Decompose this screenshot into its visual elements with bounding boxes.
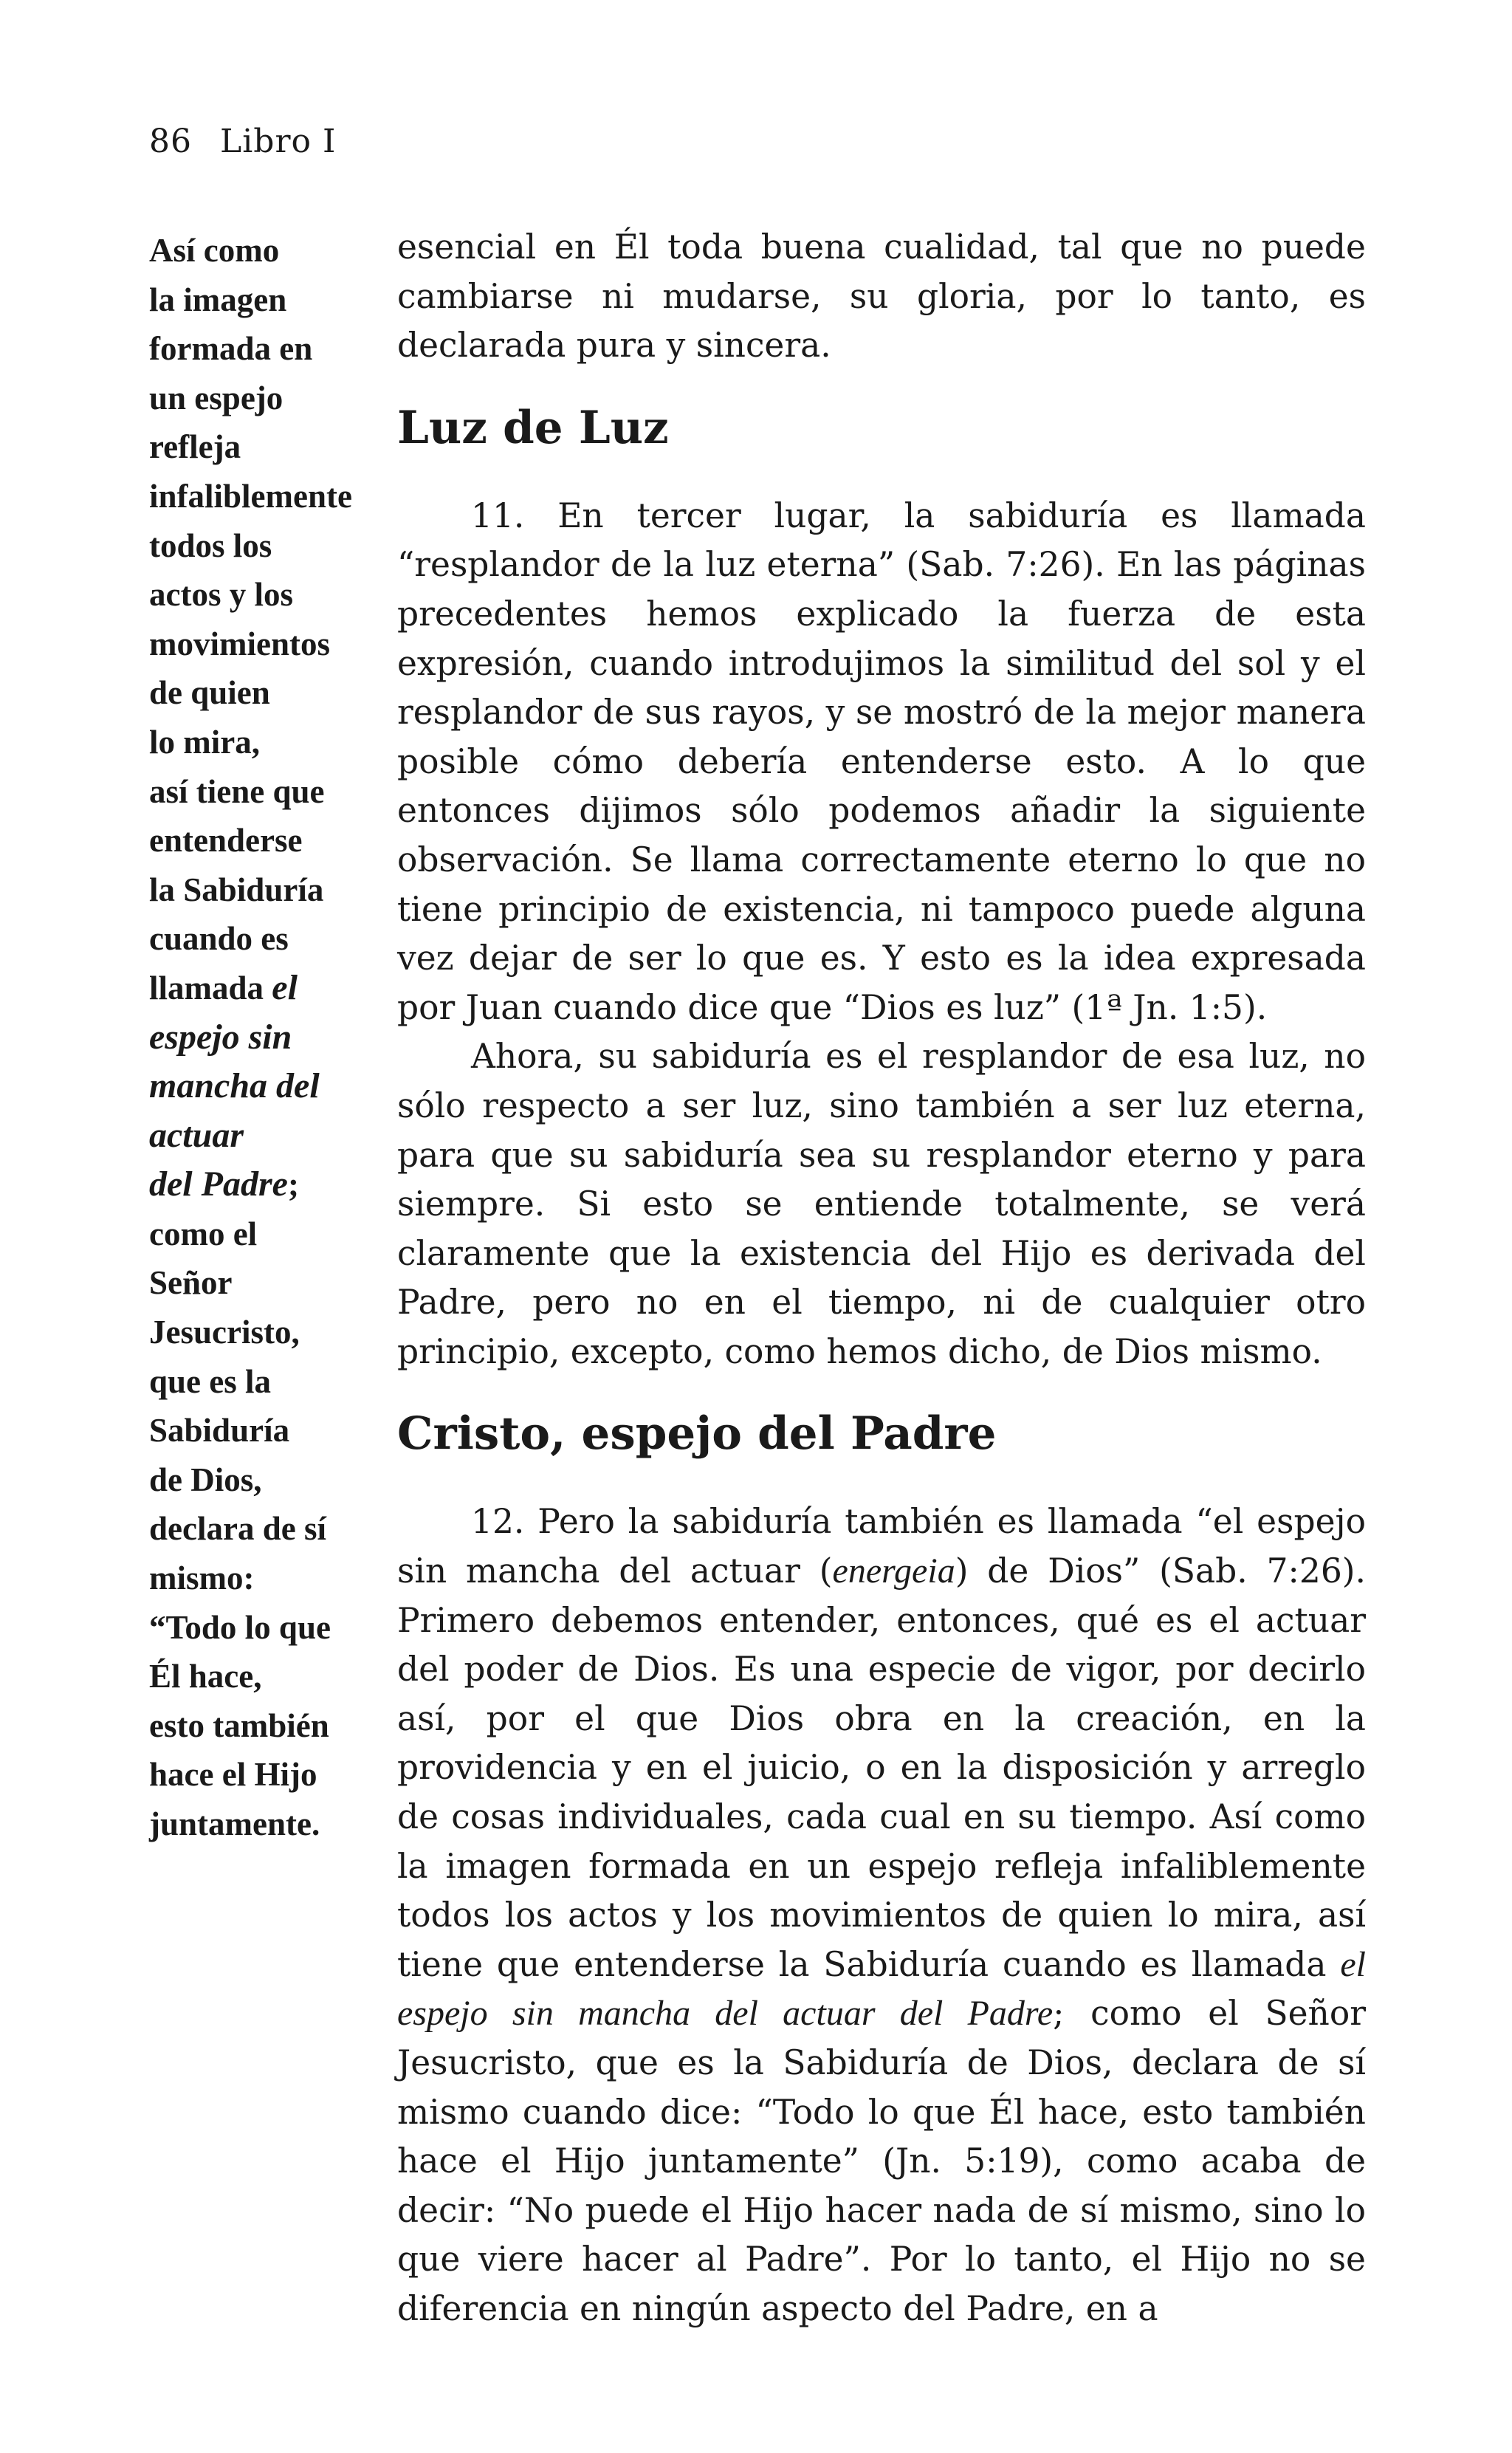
p12-italic-energeia: energeia <box>832 1551 955 1591</box>
margin-note-italic: del Padre <box>149 1164 288 1204</box>
margin-note-text: lo mira, <box>149 723 260 761</box>
margin-note-line <box>149 1357 371 1407</box>
margin-note-line <box>149 914 371 964</box>
margin-note-text: ; <box>287 1166 299 1204</box>
margin-note-text: esto también <box>149 1706 329 1744</box>
margin-note-line <box>149 718 371 767</box>
margin-note-italic: mancha del <box>149 1066 320 1106</box>
margin-note-line <box>149 275 371 325</box>
margin-note-line <box>149 1013 371 1063</box>
margin-note-text: Así como <box>149 232 280 269</box>
margin-note-text: infaliblemente <box>149 477 352 515</box>
margin-note-line <box>149 324 371 374</box>
margin-note-line <box>149 1504 371 1554</box>
margin-note-text: un espejo <box>149 379 284 416</box>
margin-note-line <box>149 226 371 275</box>
margin-note-text: formada en <box>149 330 313 368</box>
margin-note-text: entenderse <box>149 822 303 860</box>
margin-note-line <box>149 1455 371 1505</box>
main-text <box>397 223 1366 2334</box>
margin-note-text: como el <box>149 1215 258 1252</box>
margin-note-line <box>149 521 371 571</box>
margin-note-italic: espejo sin <box>149 1017 292 1057</box>
margin-note-line <box>149 1652 371 1701</box>
margin-note-line <box>149 1308 371 1357</box>
margin-note-line <box>149 1111 371 1161</box>
margin-note-line <box>149 422 371 472</box>
margin-note-line <box>149 620 371 669</box>
margin-note-text: de Dios, <box>149 1461 262 1498</box>
margin-note-text: mismo: <box>149 1560 255 1597</box>
margin-note-line <box>149 1062 371 1111</box>
page-number: 86 <box>149 123 192 160</box>
margin-note-line <box>149 1554 371 1603</box>
margin-note-text: así tiene que <box>149 772 325 810</box>
margin-note-text: “Todo lo que <box>149 1608 331 1646</box>
margin-note-text: juntamente. <box>149 1805 320 1842</box>
margin-note-text: movimientos <box>149 625 330 662</box>
margin-note-text: la imagen <box>149 281 287 318</box>
margin-note-line <box>149 1210 371 1259</box>
p12-italic-espejo: el espejo sin mancha del actuar del Padre <box>397 1944 1366 2034</box>
margin-note-line <box>149 1160 371 1210</box>
margin-note-line <box>149 816 371 865</box>
margin-note-line <box>149 570 371 620</box>
book-title: Libro I <box>220 123 337 160</box>
margin-note-line <box>149 374 371 423</box>
margin-note-text: la Sabiduría <box>149 871 324 908</box>
margin-note-line <box>149 1258 371 1308</box>
margin-note-text: Sabiduría <box>149 1412 290 1450</box>
margin-note-text: refleja <box>149 428 241 466</box>
margin-note-text: cuando es <box>149 920 289 958</box>
margin-note-text: Jesucristo, <box>149 1314 300 1351</box>
section-heading-luz: Luz de Luz <box>397 401 669 454</box>
section-heading-cristo: Cristo, espejo del Padre <box>397 1407 997 1461</box>
p12-text-1: 12. Pero la sabiduría también es llamada “el espejo sin mancha del actuar ( <box>397 1502 1366 1591</box>
margin-note-line <box>149 472 371 521</box>
margin-note-line <box>149 865 371 915</box>
margin-note-italic: el <box>272 967 298 1007</box>
p12-text-3: ; como el Señor Jesucristo, que es la Sabiduría de Dios, declara de sí mismo cuando dice: “Todo lo que Él hace, esto también hace el Hijo juntamente” (Jn. 5:19), como acaba de decir: “No puede el Hijo hacer nada de sí mismo, sino lo que viere hacer al Padre”. Por lo tanto, el Hijo no se diferencia en ningún aspecto del Padre, en a <box>397 1994 1366 2328</box>
p12-text-2: ) de Dios” (Sab. 7:26). Primero debemos entender, entonces, qué es el actuar del poder de Dios. Es una especie de vigor, por decirlo así, por el que Dios obra en la creación, en la providencia y en el juicio, o en la disposición y arreglo de cosas individuales, cada cual en su tiempo. Así como la imagen formada en un espejo refleja infaliblemente todos los actos y los movimientos de quien lo mira, así tiene que entenderse la Sabiduría cuando es llamada <box>397 1551 1366 1984</box>
margin-note-line <box>149 1750 371 1800</box>
margin-note-text: Él hace, <box>149 1658 262 1695</box>
paragraph-12 <box>397 1497 1366 2333</box>
margin-note-text: declara de sí <box>149 1510 326 1548</box>
margin-note <box>149 226 371 1849</box>
margin-note-line <box>149 1603 371 1653</box>
margin-note-text: que es la <box>149 1362 272 1400</box>
margin-note-text: Señor <box>149 1264 233 1302</box>
margin-note-line <box>149 1800 371 1849</box>
margin-note-line <box>149 964 371 1013</box>
margin-note-line <box>149 767 371 817</box>
paragraph-11: 11. En tercer lugar, la sabiduría es llamada “resplandor de la luz eterna” (Sab. 7:26). En las páginas precedentes hemos explicado la fuerza de esta expresión, cuando introdujimos la similitud del sol y el resplandor de sus rayos, y se mostró de la mejor manera posible cómo debería entenderse esto. A lo que entonces dijimos sólo podemos añadir la siguiente observación. Se llama correctamente eterno lo que no tiene principio de existencia, ni tampoco puede alguna vez dejar de ser lo que es. Y esto es la idea expresada por Juan cuando dice que “Dios es luz” (1ª Jn. 1:5). <box>397 495 1366 1027</box>
margin-note-text: todos los <box>149 526 272 564</box>
margin-note-text: llamada <box>149 969 272 1006</box>
margin-note-italic: actuar <box>149 1115 244 1155</box>
margin-note-text: hace el Hijo <box>149 1756 317 1794</box>
paragraph-11b: Ahora, su sabiduría es el resplandor de esa luz, no sólo respecto a ser luz, sino también a ser luz eterna, para que su sabiduría sea su resplandor eterno y para siempre. Si esto se entiende totalmente, se verá claramente que la existencia del Hijo es derivada del Padre, pero no en el tiempo, ni de cualquier otro principio, excepto, como hemos dicho, de Dios mismo. <box>397 1037 1366 1371</box>
margin-note-text: actos y los <box>149 576 293 614</box>
margin-note-line <box>149 668 371 718</box>
margin-note-text: de quien <box>149 674 270 712</box>
paragraph-intro: esencial en Él toda buena cualidad, tal que no puede cambiarse ni mudarse, su gloria, por lo tanto, es declarada pura y sincera. <box>397 227 1366 366</box>
margin-note-line <box>149 1701 371 1751</box>
running-head <box>149 121 336 162</box>
margin-note-line <box>149 1406 371 1455</box>
